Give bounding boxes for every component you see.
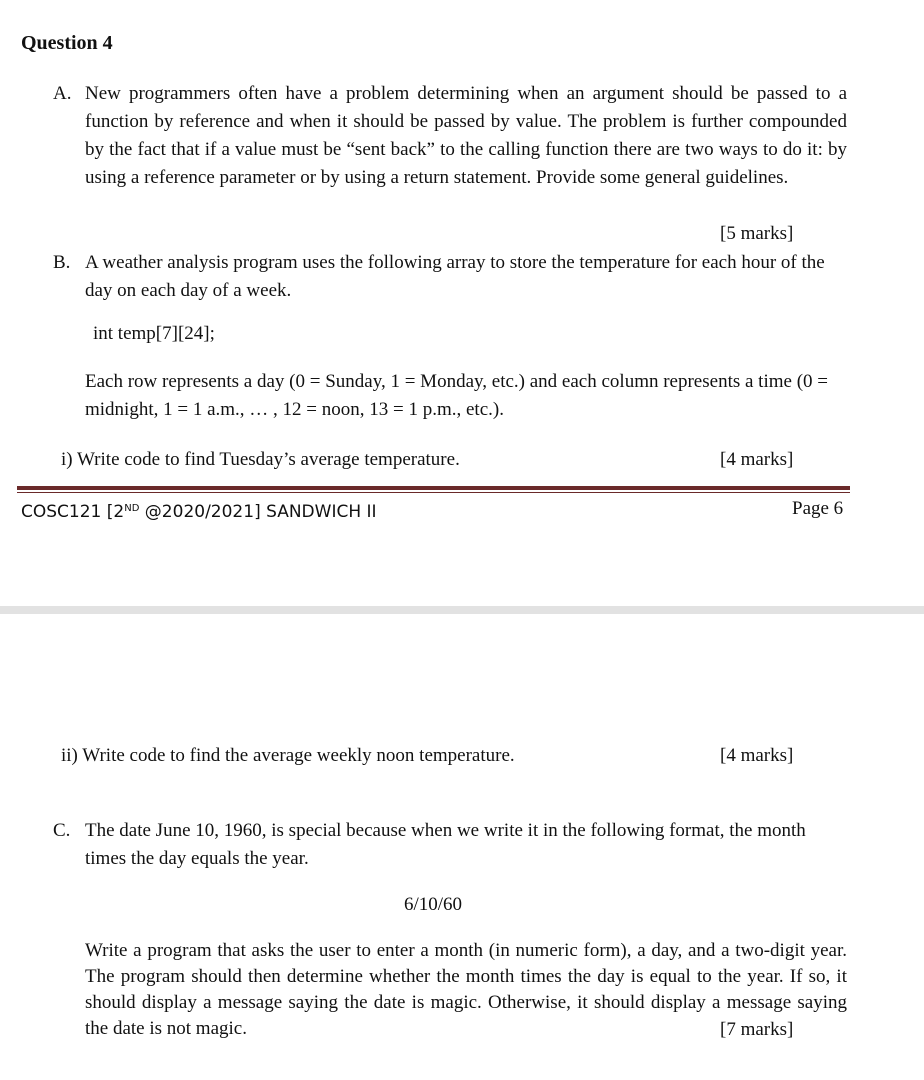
footer-course-suffix: @2020/2021] SANDWICH II bbox=[139, 502, 377, 522]
array-declaration: int temp[7][24]; bbox=[93, 323, 215, 344]
part-c-label: C. bbox=[53, 820, 71, 841]
part-a-text: New programmers often have a problem determining when an argument should be passed to a function by reference and when it should be passed by value. The problem is further compounded by the fact that if a value must be “sent back” to the calling function there are two ways to do it: by using a reference parameter or by using a return statement. Provide some general guidelines. bbox=[85, 83, 847, 188]
page-separator bbox=[0, 606, 924, 614]
part-a-marks: [5 marks] bbox=[720, 223, 794, 244]
sub-question-ii-marks: [4 marks] bbox=[720, 745, 794, 766]
footer-divider-thin bbox=[17, 492, 850, 493]
footer-page-number: Page 6 bbox=[792, 498, 844, 519]
part-c-task: Write a program that asks the user to enter a month (in numeric form), a day, and a two-digit year. The program should then determine whether the month times the day is equal to the year. If so, it should display a message saying the date is magic. Otherwise, it should display a message saying the date is not magic. bbox=[85, 940, 847, 1039]
footer-course bbox=[21, 495, 377, 526]
footer-divider-thick bbox=[17, 486, 850, 490]
footer-superscript: ND bbox=[124, 503, 140, 514]
footer-course-prefix: COSC121 [2 bbox=[21, 502, 125, 522]
part-a-label: A. bbox=[53, 83, 72, 104]
array-description: Each row represents a day (0 = Sunday, 1 = Monday, etc.) and each column represents a time (0 = midnight, 1 = 1 a.m., … , 12 = noon, 13 = 1 p.m., etc.). bbox=[85, 371, 828, 420]
sub-question-ii: ii) Write code to find the average weekly noon temperature. bbox=[61, 745, 515, 766]
part-c-text: The date June 10, 1960, is special because when we write it in the following format, the month times the day equals the year. bbox=[85, 820, 806, 869]
example-date: 6/10/60 bbox=[404, 894, 463, 915]
part-b-label: B. bbox=[53, 252, 71, 273]
part-b-text: A weather analysis program uses the following array to store the temperature for each hour of the day on each day of a week. bbox=[85, 252, 825, 301]
sub-question-i: i) Write code to find Tuesday’s average temperature. bbox=[61, 449, 460, 470]
sub-question-i-marks: [4 marks] bbox=[720, 449, 794, 470]
part-c-marks: [7 marks] bbox=[720, 1019, 794, 1040]
question-title: Question 4 bbox=[21, 32, 113, 54]
